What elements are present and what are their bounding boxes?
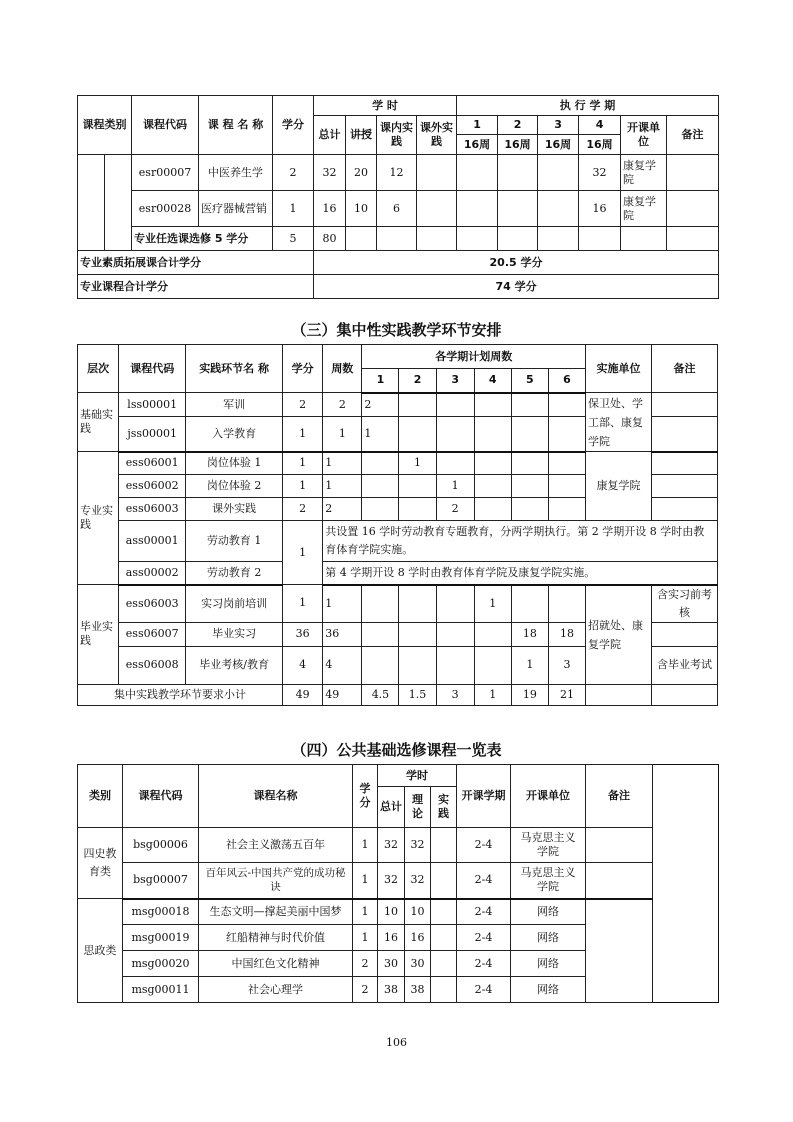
sem-3 xyxy=(436,585,474,623)
sem-1 xyxy=(457,155,498,191)
semester: 2-4 xyxy=(457,828,511,863)
public-elective-table xyxy=(77,764,719,1003)
header-hours-total: 总计 xyxy=(314,116,346,155)
header-name: 课 程 名 称 xyxy=(199,96,273,155)
course-code: ess06008 xyxy=(119,646,186,684)
level-cell: 毕业实践 xyxy=(78,585,119,685)
course-code: jss00001 xyxy=(119,417,186,452)
summary-label: 专业课程合计学分 xyxy=(78,275,314,299)
header-sem-4: 4 xyxy=(579,116,621,135)
header-sem-4: 4 xyxy=(474,369,511,393)
header-name: 实践环节名 称 xyxy=(186,345,283,393)
table-row xyxy=(78,393,718,417)
course-code: ass00001 xyxy=(119,521,186,562)
weeks: 2 xyxy=(323,393,362,417)
hours-in-practice: 6 xyxy=(377,191,417,227)
sem-1 xyxy=(362,452,399,475)
sem-2: 1 xyxy=(399,452,436,475)
summary-value: 20.5 学分 xyxy=(314,251,719,275)
level-cell: 专业实践 xyxy=(78,452,119,585)
header-note: 备注 xyxy=(586,765,653,828)
credits: 2 xyxy=(353,977,378,1003)
table-row xyxy=(78,521,718,562)
course-name: 生态文明—撑起美丽中国梦 xyxy=(199,899,353,925)
sem-2 xyxy=(399,498,436,521)
summary-label: 专业素质拓展课合计学分 xyxy=(78,251,314,275)
credits: 4 xyxy=(283,646,323,684)
credits: 2 xyxy=(283,393,323,417)
course-name: 劳动教育 1 xyxy=(186,521,283,562)
hours-total: 10 xyxy=(378,899,405,925)
note xyxy=(586,828,653,863)
credits: 2 xyxy=(273,155,314,191)
weeks: 2 xyxy=(323,498,362,521)
header-hours: 学 时 xyxy=(314,96,457,116)
table-row xyxy=(78,863,719,899)
header-credits: 学分 xyxy=(273,96,314,155)
hours-total: 30 xyxy=(378,951,405,977)
course-code: ess06003 xyxy=(119,498,186,521)
sem-5: 18 xyxy=(511,622,548,646)
sem-4 xyxy=(474,646,511,684)
section-title-public-electives: （四）公共基础选修课程一览表 xyxy=(291,741,502,759)
header-weeks-1: 16周 xyxy=(457,135,498,155)
hours-practice xyxy=(431,899,457,925)
course-code: ess06003 xyxy=(119,585,186,623)
unit: 马克思主义学院 xyxy=(511,863,586,899)
header-theory: 理论 xyxy=(405,787,431,828)
hours-in-practice: 12 xyxy=(377,155,417,191)
semester: 2-4 xyxy=(457,899,511,925)
sem-2 xyxy=(498,155,538,191)
header-credits: 学分 xyxy=(283,345,323,393)
subtotal-total: 80 xyxy=(314,227,346,251)
total-sem-6: 21 xyxy=(548,684,585,705)
course-name: 毕业考核/教育 xyxy=(186,646,283,684)
sem-5 xyxy=(511,498,548,521)
sem-6 xyxy=(548,417,585,452)
hours-out-practice xyxy=(417,191,457,227)
sem-3: 1 xyxy=(436,475,474,498)
header-hours-in-practice: 课内实践 xyxy=(377,116,417,155)
header-plan: 各学期计划周数 xyxy=(362,345,586,369)
professional-elective-table xyxy=(77,95,719,299)
subtotal-row xyxy=(78,227,719,251)
course-code: esr00007 xyxy=(132,155,199,191)
hours-theory: 32 xyxy=(405,828,431,863)
header-weeks-4: 16周 xyxy=(579,135,621,155)
summary-row xyxy=(78,251,719,275)
sem-1 xyxy=(362,475,399,498)
total-weeks: 49 xyxy=(323,684,362,705)
sem-3 xyxy=(436,452,474,475)
course-code: ess06007 xyxy=(119,622,186,646)
total-sem-3: 3 xyxy=(436,684,474,705)
hours-practice xyxy=(431,951,457,977)
credits: 1 xyxy=(353,925,378,951)
sem-2 xyxy=(399,475,436,498)
hours-total: 32 xyxy=(378,828,405,863)
sem-5 xyxy=(511,452,548,475)
header-unit: 开课单位 xyxy=(621,116,667,155)
note xyxy=(651,417,717,452)
header-category: 类别 xyxy=(78,765,123,828)
hours-theory: 16 xyxy=(405,925,431,951)
sem-1 xyxy=(457,191,498,227)
table-row xyxy=(78,585,718,623)
sem-4: 32 xyxy=(579,155,621,191)
hours-lecture: 10 xyxy=(346,191,377,227)
course-name: 毕业实习 xyxy=(186,622,283,646)
sem-3 xyxy=(436,393,474,417)
header-weeks-2: 16周 xyxy=(498,135,538,155)
note xyxy=(586,899,653,1003)
header-category: 课程类别 xyxy=(78,96,132,155)
course-name: 医疗器械营销 xyxy=(199,191,273,227)
total-sem-2: 1.5 xyxy=(399,684,436,705)
sem-2 xyxy=(399,393,436,417)
sem-6 xyxy=(548,585,585,623)
sem-3 xyxy=(436,622,474,646)
sem-4 xyxy=(474,498,511,521)
sem-3 xyxy=(436,417,474,452)
course-name: 百年风云-中国共产党的成功秘诀 xyxy=(199,863,353,899)
unit: 马克思主义学院 xyxy=(511,828,586,863)
unit: 康复学院 xyxy=(621,191,667,227)
sem-4 xyxy=(474,417,511,452)
category-cell-outer xyxy=(78,155,105,251)
course-name: 军训 xyxy=(186,393,283,417)
sem-2 xyxy=(399,585,436,623)
hours-lecture: 20 xyxy=(346,155,377,191)
sem-5 xyxy=(511,475,548,498)
credits: 1 xyxy=(353,828,378,863)
note xyxy=(667,155,719,191)
header-weeks-3: 16周 xyxy=(538,135,579,155)
table-row xyxy=(78,155,719,191)
unit: 网络 xyxy=(511,899,586,925)
weeks: 1 xyxy=(323,475,362,498)
credits: 1 xyxy=(273,191,314,227)
category-cell: 四史教育类 xyxy=(78,828,123,899)
note xyxy=(651,475,717,498)
header-total: 总计 xyxy=(378,787,405,828)
level-cell: 基础实践 xyxy=(78,393,119,452)
header-level: 层次 xyxy=(78,345,119,393)
header-hours-out-practice: 课外实践 xyxy=(417,116,457,155)
hours-total: 16 xyxy=(314,191,346,227)
course-name: 社会心理学 xyxy=(199,977,353,1003)
course-code: bsg00007 xyxy=(123,863,199,899)
header-note: 备注 xyxy=(651,345,717,393)
unit-cell: 康复学院 xyxy=(586,452,652,521)
sem-4: 16 xyxy=(579,191,621,227)
sem-6: 18 xyxy=(548,622,585,646)
course-code: lss00001 xyxy=(119,393,186,417)
header-semester: 开课学期 xyxy=(457,765,511,828)
credits: 1 xyxy=(283,475,323,498)
note xyxy=(667,191,719,227)
hours-practice xyxy=(431,977,457,1003)
total-label: 集中实践教学环节要求小计 xyxy=(78,684,283,705)
hours-theory: 32 xyxy=(405,863,431,899)
unit-cell: 招就处、康复学院 xyxy=(586,585,652,685)
category-cell-inner xyxy=(105,155,132,251)
course-code: bsg00006 xyxy=(123,828,199,863)
summary-value: 74 学分 xyxy=(314,275,719,299)
note: 含毕业考试 xyxy=(651,646,717,684)
sem-4 xyxy=(474,452,511,475)
unit: 网络 xyxy=(511,951,586,977)
hours-practice xyxy=(431,925,457,951)
sem-4: 1 xyxy=(474,585,511,623)
sem-6 xyxy=(548,393,585,417)
hours-theory: 38 xyxy=(405,977,431,1003)
course-code: msg00011 xyxy=(123,977,199,1003)
sem-4 xyxy=(474,393,511,417)
course-name: 入学教育 xyxy=(186,417,283,452)
labor-note: 第 4 学期开设 8 学时由教育体育学院及康复学院实施。 xyxy=(323,562,718,585)
total-sem-5: 19 xyxy=(511,684,548,705)
hours-total: 16 xyxy=(378,925,405,951)
note: 含实习前考核 xyxy=(651,585,717,623)
total-credits: 49 xyxy=(283,684,323,705)
total-sem-4: 1 xyxy=(474,684,511,705)
header-code: 课程代码 xyxy=(123,765,199,828)
course-code: msg00020 xyxy=(123,951,199,977)
weeks: 4 xyxy=(323,646,362,684)
note xyxy=(651,498,717,521)
sem-1 xyxy=(362,498,399,521)
course-code: msg00018 xyxy=(123,899,199,925)
header-sem-3: 3 xyxy=(538,116,579,135)
page-number: 106 xyxy=(386,1036,407,1049)
header-sem-5: 5 xyxy=(511,369,548,393)
total-row xyxy=(78,684,718,705)
course-name: 岗位体验 2 xyxy=(186,475,283,498)
header-code: 课程代码 xyxy=(132,96,199,155)
header-sem-2: 2 xyxy=(399,369,436,393)
sem-1: 1 xyxy=(362,417,399,452)
hours-theory: 10 xyxy=(405,899,431,925)
credits: 1 xyxy=(283,521,323,585)
header-sem-2: 2 xyxy=(498,116,538,135)
hours-practice xyxy=(431,828,457,863)
sem-6 xyxy=(548,452,585,475)
weeks: 36 xyxy=(323,622,362,646)
course-name: 红船精神与时代价值 xyxy=(199,925,353,951)
credits: 1 xyxy=(353,899,378,925)
credits: 1 xyxy=(353,863,378,899)
header-sem-6: 6 xyxy=(548,369,585,393)
weeks: 1 xyxy=(323,417,362,452)
sem-1 xyxy=(362,622,399,646)
course-code: esr00028 xyxy=(132,191,199,227)
course-code: ess06002 xyxy=(119,475,186,498)
sem-5 xyxy=(511,393,548,417)
header-unit: 实施单位 xyxy=(586,345,652,393)
hours-out-practice xyxy=(417,155,457,191)
weeks: 1 xyxy=(323,585,362,623)
course-name: 课外实践 xyxy=(186,498,283,521)
sem-4 xyxy=(474,622,511,646)
sem-5 xyxy=(511,417,548,452)
unit: 网络 xyxy=(511,977,586,1003)
table-row xyxy=(78,452,718,475)
sem-6 xyxy=(548,475,585,498)
sem-6 xyxy=(548,498,585,521)
unit: 网络 xyxy=(511,925,586,951)
header-sem-3: 3 xyxy=(436,369,474,393)
sem-2 xyxy=(399,417,436,452)
header-practice: 实践 xyxy=(431,787,457,828)
unit: 康复学院 xyxy=(621,155,667,191)
sem-4 xyxy=(474,475,511,498)
semester: 2-4 xyxy=(457,977,511,1003)
semester: 2-4 xyxy=(457,863,511,899)
note xyxy=(651,452,717,475)
subtotal-label: 专业任选课选修 5 学分 xyxy=(132,227,273,251)
credits: 1 xyxy=(283,417,323,452)
course-name: 中国红色文化精神 xyxy=(199,951,353,977)
sem-3 xyxy=(538,191,579,227)
header-unit: 开课单位 xyxy=(511,765,586,828)
category-cell: 思政类 xyxy=(78,899,123,1003)
subtotal-credits: 5 xyxy=(273,227,314,251)
credits: 36 xyxy=(283,622,323,646)
course-name: 劳动教育 2 xyxy=(186,562,283,585)
course-name: 岗位体验 1 xyxy=(186,452,283,475)
sem-3 xyxy=(538,155,579,191)
sem-2 xyxy=(399,646,436,684)
sem-1 xyxy=(362,646,399,684)
semester: 2-4 xyxy=(457,951,511,977)
header-sem-1: 1 xyxy=(457,116,498,135)
unit-cell: 保卫处、学工部、康复学院 xyxy=(586,393,652,452)
practice-schedule-table xyxy=(77,344,718,706)
hours-total: 32 xyxy=(378,863,405,899)
course-code: msg00019 xyxy=(123,925,199,951)
weeks: 1 xyxy=(323,452,362,475)
sem-3: 2 xyxy=(436,498,474,521)
header-semester: 执 行 学 期 xyxy=(457,96,719,116)
sem-6: 3 xyxy=(548,646,585,684)
header-sem-1: 1 xyxy=(362,369,399,393)
table-row xyxy=(78,191,719,227)
hours-practice xyxy=(431,863,457,899)
total-sem-1: 4.5 xyxy=(362,684,399,705)
header-code: 课程代码 xyxy=(119,345,186,393)
header-weeks: 周数 xyxy=(323,345,362,393)
table-row xyxy=(78,828,719,863)
header-hours: 学时 xyxy=(378,765,457,787)
course-name: 中医养生学 xyxy=(199,155,273,191)
hours-total: 32 xyxy=(314,155,346,191)
sem-2 xyxy=(498,191,538,227)
course-code: ess06001 xyxy=(119,452,186,475)
labor-note: 共设置 16 学时劳动教育专题教育，分两学期执行。第 2 学期开设 8 学时由教育体育学院实施。 xyxy=(323,521,718,562)
course-name: 实习岗前培训 xyxy=(186,585,283,623)
sem-1: 2 xyxy=(362,393,399,417)
summary-row xyxy=(78,275,719,299)
credits: 1 xyxy=(283,452,323,475)
sem-3 xyxy=(436,646,474,684)
credits: 2 xyxy=(283,498,323,521)
sem-5: 1 xyxy=(511,646,548,684)
header-credits: 学分 xyxy=(353,765,378,828)
course-code: ass00002 xyxy=(119,562,186,585)
sem-2 xyxy=(399,622,436,646)
table-row xyxy=(78,562,718,585)
header-name: 课程名称 xyxy=(199,765,353,828)
section-title-practice: （三）集中性实践教学环节安排 xyxy=(291,321,502,339)
note xyxy=(651,622,717,646)
credits: 2 xyxy=(353,951,378,977)
credits: 1 xyxy=(283,585,323,623)
semester: 2-4 xyxy=(457,925,511,951)
header-note: 备注 xyxy=(667,116,719,155)
sem-1 xyxy=(362,585,399,623)
hours-total: 38 xyxy=(378,977,405,1003)
note xyxy=(651,393,717,417)
header-hours-lecture: 讲授 xyxy=(346,116,377,155)
hours-theory: 30 xyxy=(405,951,431,977)
note xyxy=(586,863,653,899)
sem-5 xyxy=(511,585,548,623)
table-row xyxy=(78,899,719,925)
course-name: 社会主义激荡五百年 xyxy=(199,828,353,863)
